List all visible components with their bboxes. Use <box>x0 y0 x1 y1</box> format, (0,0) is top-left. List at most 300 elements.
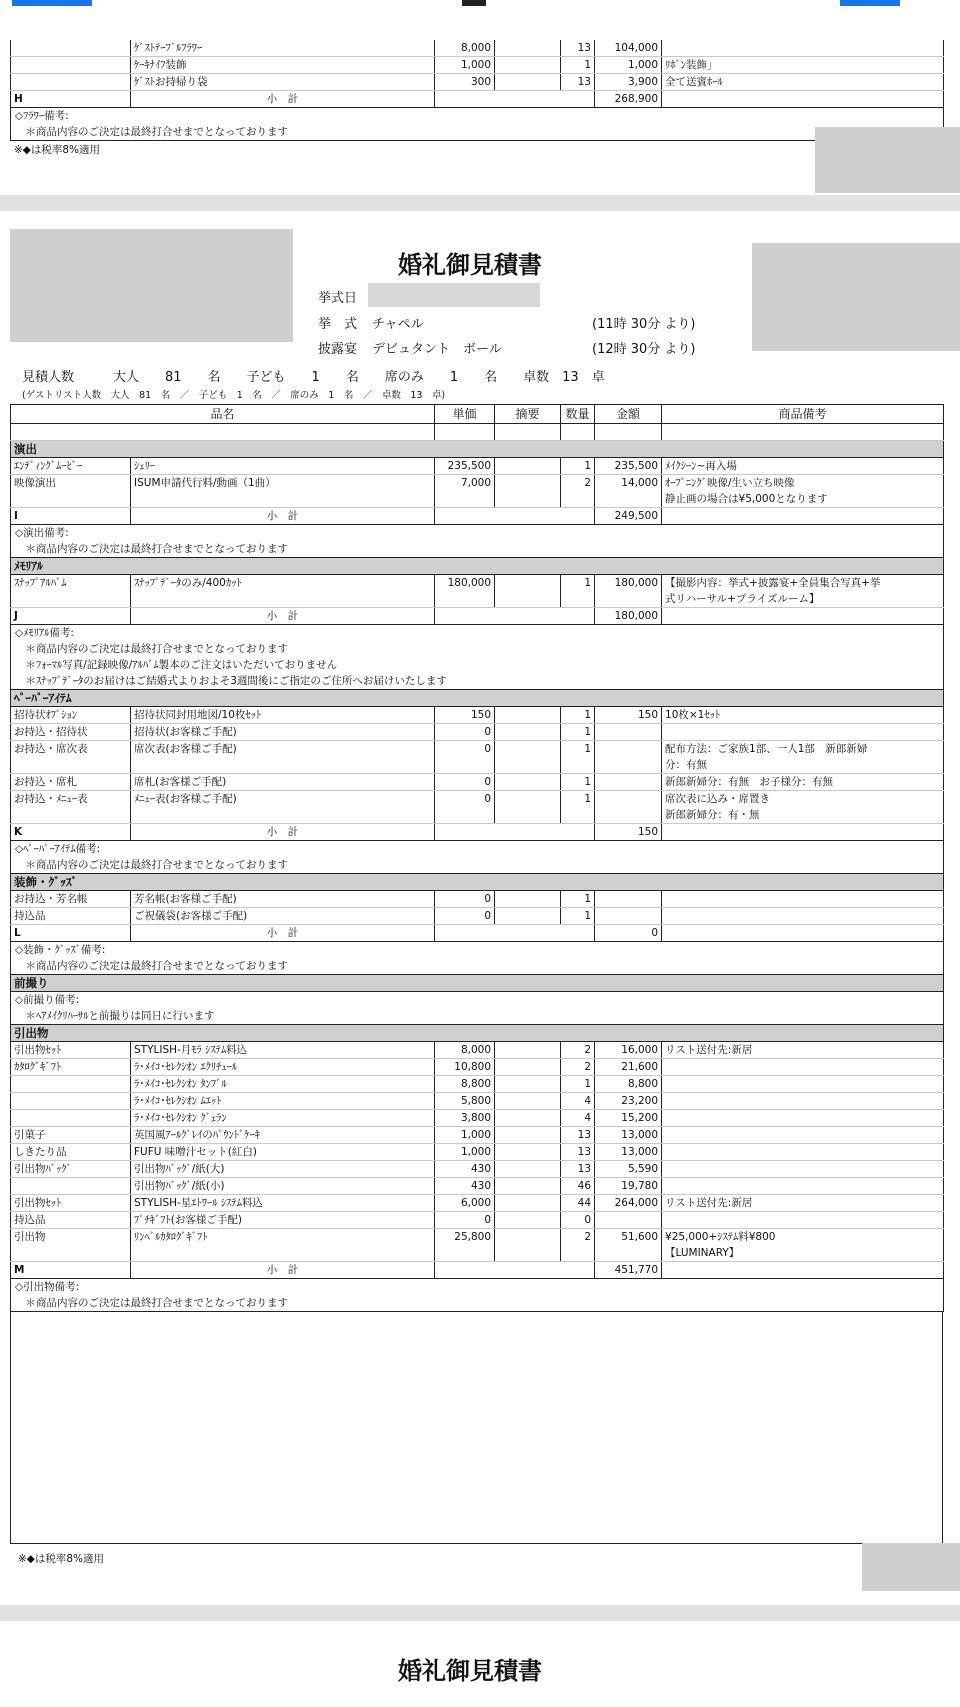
item-detail: ｹﾞｽﾄﾃｰﾌﾞﾙﾌﾗﾜｰ <box>131 40 435 57</box>
subtotal-amount: 180,000 <box>595 608 662 625</box>
status-strip <box>0 0 960 12</box>
item-name: 引菓子 <box>11 1127 131 1144</box>
item-remark: 席次表に込み・席置き 新郎新婦分：有・無 <box>662 791 944 824</box>
item-qty: 0 <box>561 1212 595 1229</box>
subtotal-row <box>11 608 944 625</box>
item-detail: 英国風ｱｰﾙｸﾞﾚｲのﾊﾟｳﾝﾄﾞｹｰｷ <box>131 1127 435 1144</box>
item-remark: 10枚×1ｾｯﾄ <box>662 707 944 724</box>
item-qty: 1 <box>561 791 595 824</box>
item-qty: 1 <box>561 1076 595 1093</box>
document-title: 婚礼御見積書 <box>398 1656 542 1685</box>
note-row <box>11 108 944 125</box>
table-row <box>11 1093 944 1110</box>
item-name: お持込・ﾒﾆｭｰ表 <box>11 791 131 824</box>
item-amount: 13,000 <box>595 1127 662 1144</box>
item-remark <box>662 891 944 908</box>
item-name <box>11 1110 131 1127</box>
back-icon <box>12 0 92 6</box>
note-text: ◇ﾍﾟｰﾊﾟｰｱｲﾃﾑ備考: <box>11 841 944 858</box>
ceremony-venue: チャペル <box>372 317 424 332</box>
item-qty: 13 <box>561 1161 595 1178</box>
item-price: 3,800 <box>435 1110 495 1127</box>
item-name <box>11 57 131 74</box>
item-name: ｶﾀﾛｸﾞｷﾞﾌﾄ <box>11 1059 131 1076</box>
redacted-block <box>752 243 960 351</box>
table-row <box>11 40 944 57</box>
item-name: 引出物ﾊﾞｯｸﾞ <box>11 1161 131 1178</box>
ceremony-time: (11時 30分 より) <box>592 317 696 332</box>
col-price: 単価 <box>435 405 495 424</box>
item-price: 180,000 <box>435 575 495 608</box>
note-row <box>11 942 944 959</box>
col-amount: 金額 <box>595 405 662 424</box>
item-name <box>11 1178 131 1195</box>
item-price: 0 <box>435 908 495 925</box>
item-remark <box>662 908 944 925</box>
item-price: 235,500 <box>435 458 495 475</box>
item-amount: 150 <box>595 707 662 724</box>
item-qty: 1 <box>561 741 595 774</box>
item-summary <box>495 1093 561 1110</box>
item-name: 持込品 <box>11 908 131 925</box>
subtotal-gap <box>435 1262 595 1279</box>
item-remark: 【撮影内容：挙式+披露宴+全員集合写真+挙 式リハーサル+プライズルーム】 <box>662 575 944 608</box>
item-price: 7,000 <box>435 475 495 508</box>
table-row <box>11 475 944 508</box>
section-header <box>11 874 944 891</box>
page-1 <box>0 12 960 195</box>
redacted-block <box>862 1543 960 1591</box>
item-qty: 44 <box>561 1195 595 1212</box>
note-text: ◇ﾒﾓﾘｱﾙ備考: <box>11 625 944 642</box>
spacer-row <box>11 424 944 441</box>
subtotal-label: 小 計 <box>131 1262 435 1279</box>
note-text: ＊商品内容のご決定は最終打合せまでとなっております <box>11 541 944 558</box>
item-amount: 14,000 <box>595 475 662 508</box>
subtotal-label: 小 計 <box>131 608 435 625</box>
item-qty: 1 <box>561 891 595 908</box>
subtotal-letter: H <box>11 91 131 108</box>
note-text: ＊商品内容のご決定は最終打合せまでとなっております <box>11 958 944 975</box>
item-name <box>11 1076 131 1093</box>
item-detail: 引出物ﾊﾞｯｸﾞ/紙(小) <box>131 1178 435 1195</box>
item-name: お持込・席札 <box>11 774 131 791</box>
note-row <box>11 1279 944 1296</box>
item-qty: 1 <box>561 774 595 791</box>
item-summary <box>495 1076 561 1093</box>
item-detail: ご祝儀袋(お客様ご手配) <box>131 908 435 925</box>
item-qty: 2 <box>561 1042 595 1059</box>
item-summary <box>495 1212 561 1229</box>
item-amount <box>595 724 662 741</box>
subtotal-letter: J <box>11 608 131 625</box>
item-qty: 13 <box>561 40 595 57</box>
subtotal-label: 小 計 <box>131 508 435 525</box>
subtotal-letter: L <box>11 925 131 942</box>
table-row <box>11 1161 944 1178</box>
item-price: 0 <box>435 791 495 824</box>
item-name: しきたり品 <box>11 1144 131 1161</box>
note-text: ＊商品内容のご決定は最終打合せまでとなっております <box>11 857 944 874</box>
table-row <box>11 891 944 908</box>
item-price: 0 <box>435 741 495 774</box>
item-remark <box>662 724 944 741</box>
subtotal-gap <box>435 824 595 841</box>
item-qty: 13 <box>561 1127 595 1144</box>
item-amount: 15,200 <box>595 1110 662 1127</box>
item-amount <box>595 891 662 908</box>
table-row <box>11 1178 944 1195</box>
item-qty: 1 <box>561 707 595 724</box>
item-summary <box>495 1042 561 1059</box>
section-title: 引出物 <box>11 1025 944 1042</box>
item-qty: 2 <box>561 1059 595 1076</box>
item-name: 持込品 <box>11 1212 131 1229</box>
item-detail: ﾒﾆｭｰ表(お客様ご手配) <box>131 791 435 824</box>
note-text: ＊商品内容のご決定は最終打合せまでとなっております <box>11 124 944 141</box>
item-remark <box>662 1144 944 1161</box>
item-remark: 配布方法：ご家族1部、一人1部 新郎新婦 分：有無 <box>662 741 944 774</box>
note-row <box>11 525 944 542</box>
item-name: 映像演出 <box>11 475 131 508</box>
subtotal-letter: K <box>11 824 131 841</box>
item-price: 8,000 <box>435 40 495 57</box>
item-detail: ﾗ･ﾒｲｺ･ｾﾚｸｼｵﾝ ｴｸﾘﾁｭｰﾙ <box>131 1059 435 1076</box>
item-detail: 引出物ﾊﾞｯｸﾞ/紙(大) <box>131 1161 435 1178</box>
item-summary <box>495 57 561 74</box>
item-name: ｴﾝﾃﾞｨﾝｸﾞﾑｰﾋﾞｰ <box>11 458 131 475</box>
table-header <box>11 405 944 424</box>
item-summary <box>495 791 561 824</box>
table-row <box>11 774 944 791</box>
reception-time: (12時 30分 より) <box>592 342 696 357</box>
item-remark <box>662 1059 944 1076</box>
note-text: ◇演出備考: <box>11 525 944 542</box>
section-title: ﾍﾟｰﾊﾟｰｱｲﾃﾑ <box>11 690 944 707</box>
section-header <box>11 975 944 992</box>
table-row <box>11 1229 944 1262</box>
estimate-table <box>10 404 944 1312</box>
item-amount: 8,800 <box>595 1076 662 1093</box>
subtotal-label: 小 計 <box>131 91 435 108</box>
note-text: ◇引出物備考: <box>11 1279 944 1296</box>
subtotal-gap <box>435 925 595 942</box>
redacted-logo <box>10 229 293 342</box>
section-header <box>11 558 944 575</box>
guestlist-count: (ゲストリスト人数 大人 81 名 ／ 子ども 1 名 ／ 席のみ 1 名 ／ 卓数 13 卓) <box>22 390 446 401</box>
item-amount: 180,000 <box>595 575 662 608</box>
item-amount: 19,780 <box>595 1178 662 1195</box>
reception-venue: デビュタント ボール <box>372 342 502 357</box>
item-summary <box>495 1178 561 1195</box>
note-text: ＊商品内容のご決定は最終打合せまでとなっております <box>11 641 944 657</box>
section-title: 前撮り <box>11 975 944 992</box>
subtotal-remark <box>662 925 944 942</box>
item-price: 0 <box>435 774 495 791</box>
redacted-block <box>815 127 960 193</box>
item-amount <box>595 908 662 925</box>
subtotal-gap <box>435 508 595 525</box>
table-row <box>11 791 944 824</box>
note-row <box>11 1295 944 1312</box>
estimate-table-page1 <box>10 40 944 141</box>
item-detail: STYLISH-星ｴﾄﾜｰﾙ ｼｽﾃﾑ料込 <box>131 1195 435 1212</box>
item-detail: ｹｰｷﾅｲﾌ装飾 <box>131 57 435 74</box>
item-amount <box>595 774 662 791</box>
table-row <box>11 724 944 741</box>
item-qty: 1 <box>561 724 595 741</box>
item-summary <box>495 741 561 774</box>
note-row <box>11 857 944 874</box>
item-qty: 4 <box>561 1110 595 1127</box>
item-remark: ｵｰﾌﾟﾆﾝｸﾞ映像/生い立ち映像 静止画の場合は¥5,000となります <box>662 475 944 508</box>
subtotal-row <box>11 508 944 525</box>
item-detail: ﾌﾟﾁｷﾞﾌﾄ(お客様ご手配) <box>131 1212 435 1229</box>
col-remark: 商品備考 <box>662 405 944 424</box>
item-detail: 招待状同封用地図/10枚ｾｯﾄ <box>131 707 435 724</box>
item-amount <box>595 741 662 774</box>
table-row <box>11 741 944 774</box>
home-indicator-icon <box>462 0 486 6</box>
subtotal-remark <box>662 91 944 108</box>
item-qty: 4 <box>561 1093 595 1110</box>
subtotal-remark <box>662 824 944 841</box>
item-amount <box>595 1212 662 1229</box>
section-title: 装飾・ｸﾞｯｽﾞ <box>11 874 944 891</box>
item-price: 25,800 <box>435 1229 495 1262</box>
item-name: お持込・芳名帳 <box>11 891 131 908</box>
table-row <box>11 1144 944 1161</box>
note-row <box>11 657 944 673</box>
ceremony-label: 挙 式 <box>318 317 358 332</box>
item-detail: ﾗ･ﾒｲｺ･ｾﾚｸｼｵﾝ ｸﾞｪﾗﾝ <box>131 1110 435 1127</box>
item-amount: 264,000 <box>595 1195 662 1212</box>
item-remark: ﾘﾎﾞﾝ装飾」 <box>662 57 944 74</box>
ceremony-date-label: 挙式日 <box>318 291 358 306</box>
item-summary <box>495 40 561 57</box>
item-price: 10,800 <box>435 1059 495 1076</box>
item-qty: 1 <box>561 575 595 608</box>
table-row <box>11 1110 944 1127</box>
item-summary <box>495 774 561 791</box>
item-price: 430 <box>435 1161 495 1178</box>
item-name: お持込・招待状 <box>11 724 131 741</box>
item-remark: 全て送賓ﾎｰﾙ <box>662 74 944 91</box>
headcount: 見積人数 大人 81 名 子ども 1 名 席のみ 1 名 卓数 13 卓 <box>22 370 605 385</box>
tax-note: ※◆は税率8%適用 <box>18 1553 105 1565</box>
note-row <box>11 841 944 858</box>
subtotal-label: 小 計 <box>131 824 435 841</box>
table-row <box>11 1127 944 1144</box>
item-remark <box>662 40 944 57</box>
item-detail: ﾗ･ﾒｲｺ･ｾﾚｸｼｵﾝ ﾑｴｯﾄ <box>131 1093 435 1110</box>
subtotal-amount: 150 <box>595 824 662 841</box>
item-remark: リスト送付先:新居 <box>662 1195 944 1212</box>
item-name: 引出物ｾｯﾄ <box>11 1042 131 1059</box>
item-amount: 5,590 <box>595 1161 662 1178</box>
col-qty: 数量 <box>561 405 595 424</box>
note-text: ＊ﾌｫｰﾏﾙ写真/記録映像/ｱﾙﾊﾞﾑ製本のご注文はいただいておりません <box>11 657 944 673</box>
item-amount: 1,000 <box>595 57 662 74</box>
table-row <box>11 57 944 74</box>
item-name <box>11 40 131 57</box>
item-price: 1,000 <box>435 1127 495 1144</box>
note-row <box>11 958 944 975</box>
item-price: 8,800 <box>435 1076 495 1093</box>
item-remark <box>662 1093 944 1110</box>
note-row <box>11 641 944 657</box>
page-gap <box>0 1605 960 1621</box>
item-price: 1,000 <box>435 57 495 74</box>
note-row <box>11 1008 944 1025</box>
subtotal-remark <box>662 608 944 625</box>
item-amount: 23,200 <box>595 1093 662 1110</box>
item-summary <box>495 724 561 741</box>
item-price: 300 <box>435 74 495 91</box>
note-row <box>11 673 944 690</box>
item-detail: ｽﾅｯﾌﾟﾃﾞｰﾀのみ/400ｶｯﾄ <box>131 575 435 608</box>
note-text: ＊商品内容のご決定は最終打合せまでとなっております <box>11 1295 944 1312</box>
subtotal-remark <box>662 1262 944 1279</box>
item-remark: ¥25,000+ｼｽﾃﾑ料¥800 【LUMINARY】 <box>662 1229 944 1262</box>
reception-label: 披露宴 <box>318 342 358 357</box>
subtotal-gap <box>435 608 595 625</box>
note-row <box>11 541 944 558</box>
item-summary <box>495 475 561 508</box>
item-name <box>11 74 131 91</box>
page-2 <box>0 211 960 1605</box>
item-detail: 招待状(お客様ご手配) <box>131 724 435 741</box>
item-summary <box>495 1161 561 1178</box>
item-summary <box>495 1059 561 1076</box>
subtotal-letter: M <box>11 1262 131 1279</box>
item-qty: 46 <box>561 1178 595 1195</box>
item-remark <box>662 1161 944 1178</box>
item-name: 引出物ｾｯﾄ <box>11 1195 131 1212</box>
item-qty: 2 <box>561 475 595 508</box>
table-row <box>11 707 944 724</box>
note-text: ＊ﾍｱﾒｲｸﾘﾊｰｻﾙと前撮りは同日に行います <box>11 1008 944 1025</box>
section-title: ﾒﾓﾘｱﾙ <box>11 558 944 575</box>
tax-note: ※◆は税率8%適用 <box>14 144 101 156</box>
item-remark <box>662 1178 944 1195</box>
section-header <box>11 690 944 707</box>
item-qty: 1 <box>561 908 595 925</box>
item-price: 6,000 <box>435 1195 495 1212</box>
item-amount: 235,500 <box>595 458 662 475</box>
item-detail: ｹﾞｽﾄお持帰り袋 <box>131 74 435 91</box>
subtotal-label: 小 計 <box>131 925 435 942</box>
item-remark: 新郎新婦分：有無 お子様分：有無 <box>662 774 944 791</box>
item-summary <box>495 74 561 91</box>
table-row <box>11 1059 944 1076</box>
item-detail: ISUM申請代行料/動画（1曲） <box>131 475 435 508</box>
subtotal-amount: 451,770 <box>595 1262 662 1279</box>
table-row <box>11 908 944 925</box>
item-price: 0 <box>435 891 495 908</box>
item-detail: ｼｪﾘｰ <box>131 458 435 475</box>
section-header <box>11 441 944 458</box>
table-row <box>11 1195 944 1212</box>
item-name: お持込・席次表 <box>11 741 131 774</box>
item-qty: 2 <box>561 1229 595 1262</box>
item-detail: FUFU 味噌汁セット(紅白) <box>131 1144 435 1161</box>
table-row <box>11 1042 944 1059</box>
note-text: ＊ｽﾅｯﾌﾟﾃﾞｰﾀのお届けはご結婚式よりおよそ3週間後にご指定のご住所へお届けいたします <box>11 673 944 690</box>
item-remark: ﾒｲｸｼｰﾝ~再入場 <box>662 458 944 475</box>
item-name: 招待状ｵﾌﾟｼｮﾝ <box>11 707 131 724</box>
item-detail: STYLISH-月ﾓﾗ ｼｽﾃﾑ料込 <box>131 1042 435 1059</box>
item-price: 0 <box>435 724 495 741</box>
subtotal-gap <box>435 91 595 108</box>
section-title: 演出 <box>11 441 944 458</box>
subtotal-row <box>11 1262 944 1279</box>
item-summary <box>495 1127 561 1144</box>
item-qty: 13 <box>561 1144 595 1161</box>
item-summary <box>495 707 561 724</box>
item-qty: 1 <box>561 458 595 475</box>
note-text: ◇ﾌﾗﾜｰ備考: <box>11 108 944 125</box>
item-summary <box>495 1195 561 1212</box>
subtotal-row <box>11 91 944 108</box>
note-row <box>11 992 944 1009</box>
subtotal-remark <box>662 508 944 525</box>
note-row <box>11 625 944 642</box>
col-name: 品名 <box>11 405 435 424</box>
item-price: 8,000 <box>435 1042 495 1059</box>
item-qty: 13 <box>561 74 595 91</box>
table-row <box>11 458 944 475</box>
page-3 <box>0 1621 960 1707</box>
item-name: 引出物 <box>11 1229 131 1262</box>
document-title: 婚礼御見積書 <box>398 250 542 279</box>
item-amount: 3,900 <box>595 74 662 91</box>
item-detail: ﾗ･ﾒｲｺ･ｾﾚｸｼｵﾝ ﾀﾝﾌﾞﾙ <box>131 1076 435 1093</box>
note-text: ◇装飾・ｸﾞｯｽﾞ備考: <box>11 942 944 959</box>
item-amount: 51,600 <box>595 1229 662 1262</box>
item-amount: 16,000 <box>595 1042 662 1059</box>
menu-icon <box>840 0 900 6</box>
item-price: 5,800 <box>435 1093 495 1110</box>
subtotal-amount: 0 <box>595 925 662 942</box>
redacted-date <box>368 283 540 307</box>
note-row <box>11 124 944 141</box>
table-row <box>11 74 944 91</box>
item-summary <box>495 575 561 608</box>
item-remark <box>662 1212 944 1229</box>
table-row <box>11 1076 944 1093</box>
subtotal-amount: 268,900 <box>595 91 662 108</box>
item-detail: 席次表(お客様ご手配) <box>131 741 435 774</box>
note-text: ◇前撮り備考: <box>11 992 944 1009</box>
item-price: 430 <box>435 1178 495 1195</box>
item-summary <box>495 458 561 475</box>
subtotal-row <box>11 824 944 841</box>
item-detail: 芳名帳(お客様ご手配) <box>131 891 435 908</box>
item-remark <box>662 1076 944 1093</box>
item-qty: 1 <box>561 57 595 74</box>
item-amount: 21,600 <box>595 1059 662 1076</box>
item-name: ｽﾅｯﾌﾟｱﾙﾊﾞﾑ <box>11 575 131 608</box>
item-name <box>11 1093 131 1110</box>
table-row <box>11 575 944 608</box>
subtotal-letter: I <box>11 508 131 525</box>
item-detail: 席札(お客様ご手配) <box>131 774 435 791</box>
table-row <box>11 1212 944 1229</box>
item-summary <box>495 1229 561 1262</box>
item-remark <box>662 1110 944 1127</box>
table-bottom-frame <box>10 1312 943 1544</box>
